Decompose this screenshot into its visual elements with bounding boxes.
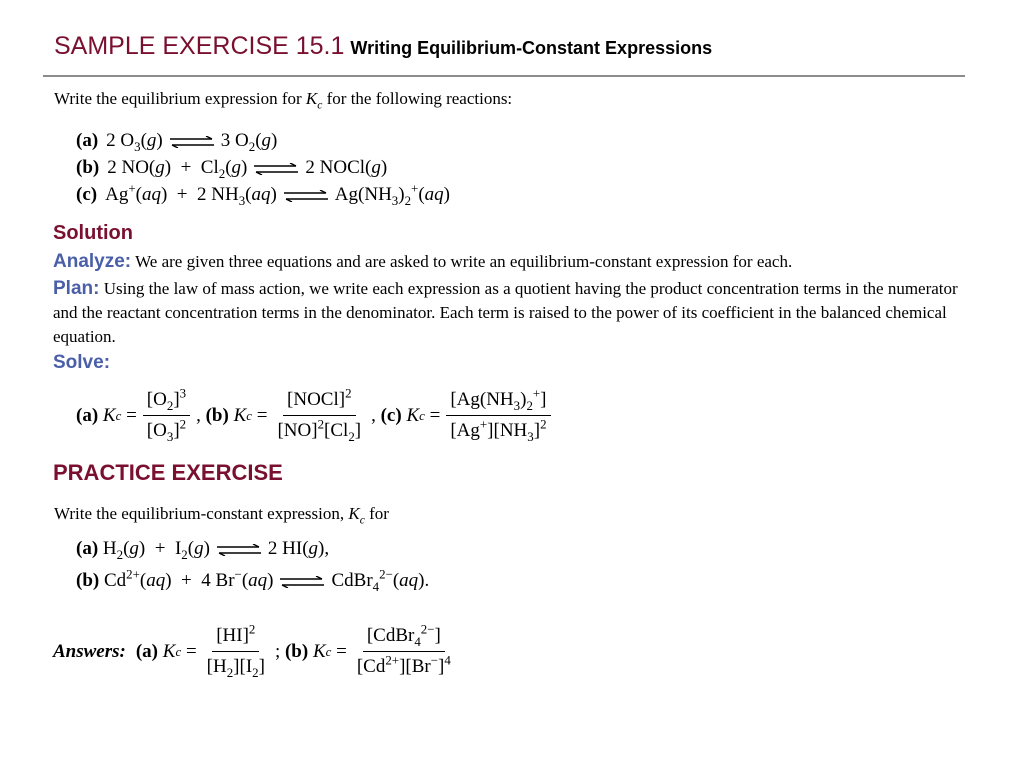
equilibrium-arrow-icon [284,190,328,202]
practice-sentence: Write the equilibrium-constant expression, $K_c$ for [54,504,389,527]
analyze-text: We are given three equations and are asked to write an equilibrium-constant expression for each. [135,252,793,271]
equilibrium-arrow-icon [217,544,261,556]
equilibrium-arrow-icon [254,163,298,175]
title-divider [43,75,965,77]
equilibrium-arrow-icon [280,576,324,588]
intro-sentence: Write the equilibrium expression for $K_c$ for the following reactions: [54,89,513,112]
answers-label: Answers: [53,640,126,662]
answer-fraction-b: $\frac{[CdBr_4^{2-}]}{[Cd^{2+}][Br^-]^4}$ [356,621,451,677]
exercise-subtitle: Writing Equilibrium-Constant Expressions [350,38,713,58]
answers-expressions: Answers: (a) K c = $\frac{[HI]^2}{[H_2][I_2]}$ ; (b) K c = $\frac{[CdBr_4^{2-}]}{[Cd^{2+}][Br^-]^4}$ [53,624,461,679]
fraction-b: $\frac{[NOCl]^2}{[NO]^2[Cl_2]}$ [277,385,362,444]
solution-expressions: (a) K c = $\frac{[O_2]^3}{[O_3]^2}$ , (b) K c = $\frac{[NOCl]^2}{[NO]^2[Cl_2]}$ , (c) K c = $\frac{[Ag(NH_3)_2^+]}{[Ag^+][NH_3]^2}$ [76,388,557,443]
reaction-b: (b) 2 $NO(g) + Cl_2(g)$ 2 NOCl(g) [76,157,388,181]
solution-heading: Solution [53,222,133,244]
reaction-a: (a) 2 $O_3(g)$ 3 $O_2(g)$ [76,130,278,154]
plan-paragraph [53,277,958,349]
practice-heading: PRACTICE EXERCISE [53,460,283,485]
reaction-c: (c) Ag+(aq) + 2 $NH_3(aq)$ $Ag(NH_3)_2^+(aq)$ [76,180,450,208]
solve-label: Solve: [53,352,111,373]
practice-reaction-a: (a) $H_2(g) + I_2(g)$ 2 HI(g), [76,538,330,562]
page-title [54,32,712,61]
analyze-paragraph [53,250,958,274]
plan-label: Plan: [53,278,100,299]
fraction-c: $\frac{[Ag(NH_3)_2^+]}{[Ag^+][NH_3]^2}$ [446,388,550,443]
analyze-label: Analyze: [53,251,132,272]
answer-fraction-a: $\frac{[HI]^2}{[H_2][I_2]}$ [206,621,265,680]
fraction-a: $\frac{[O_2]^3}{[O_3]^2}$ [143,388,190,443]
plan-text: Using the law of mass action, we write each expression as a quotient having the product concentration terms in the numerator and the reactant concentration terms in the denominator. Each term is raised to the power of its coefficient in the balanced chemical equation. [53,279,958,346]
equilibrium-arrow-icon [170,136,214,148]
exercise-number: SAMPLE EXERCISE 15.1 [54,32,345,60]
practice-reaction-b: (b) $Cd^{2+}(aq) + 4$ Br−(aq) CdBr$_4^{2-}$(aq). [76,566,430,594]
